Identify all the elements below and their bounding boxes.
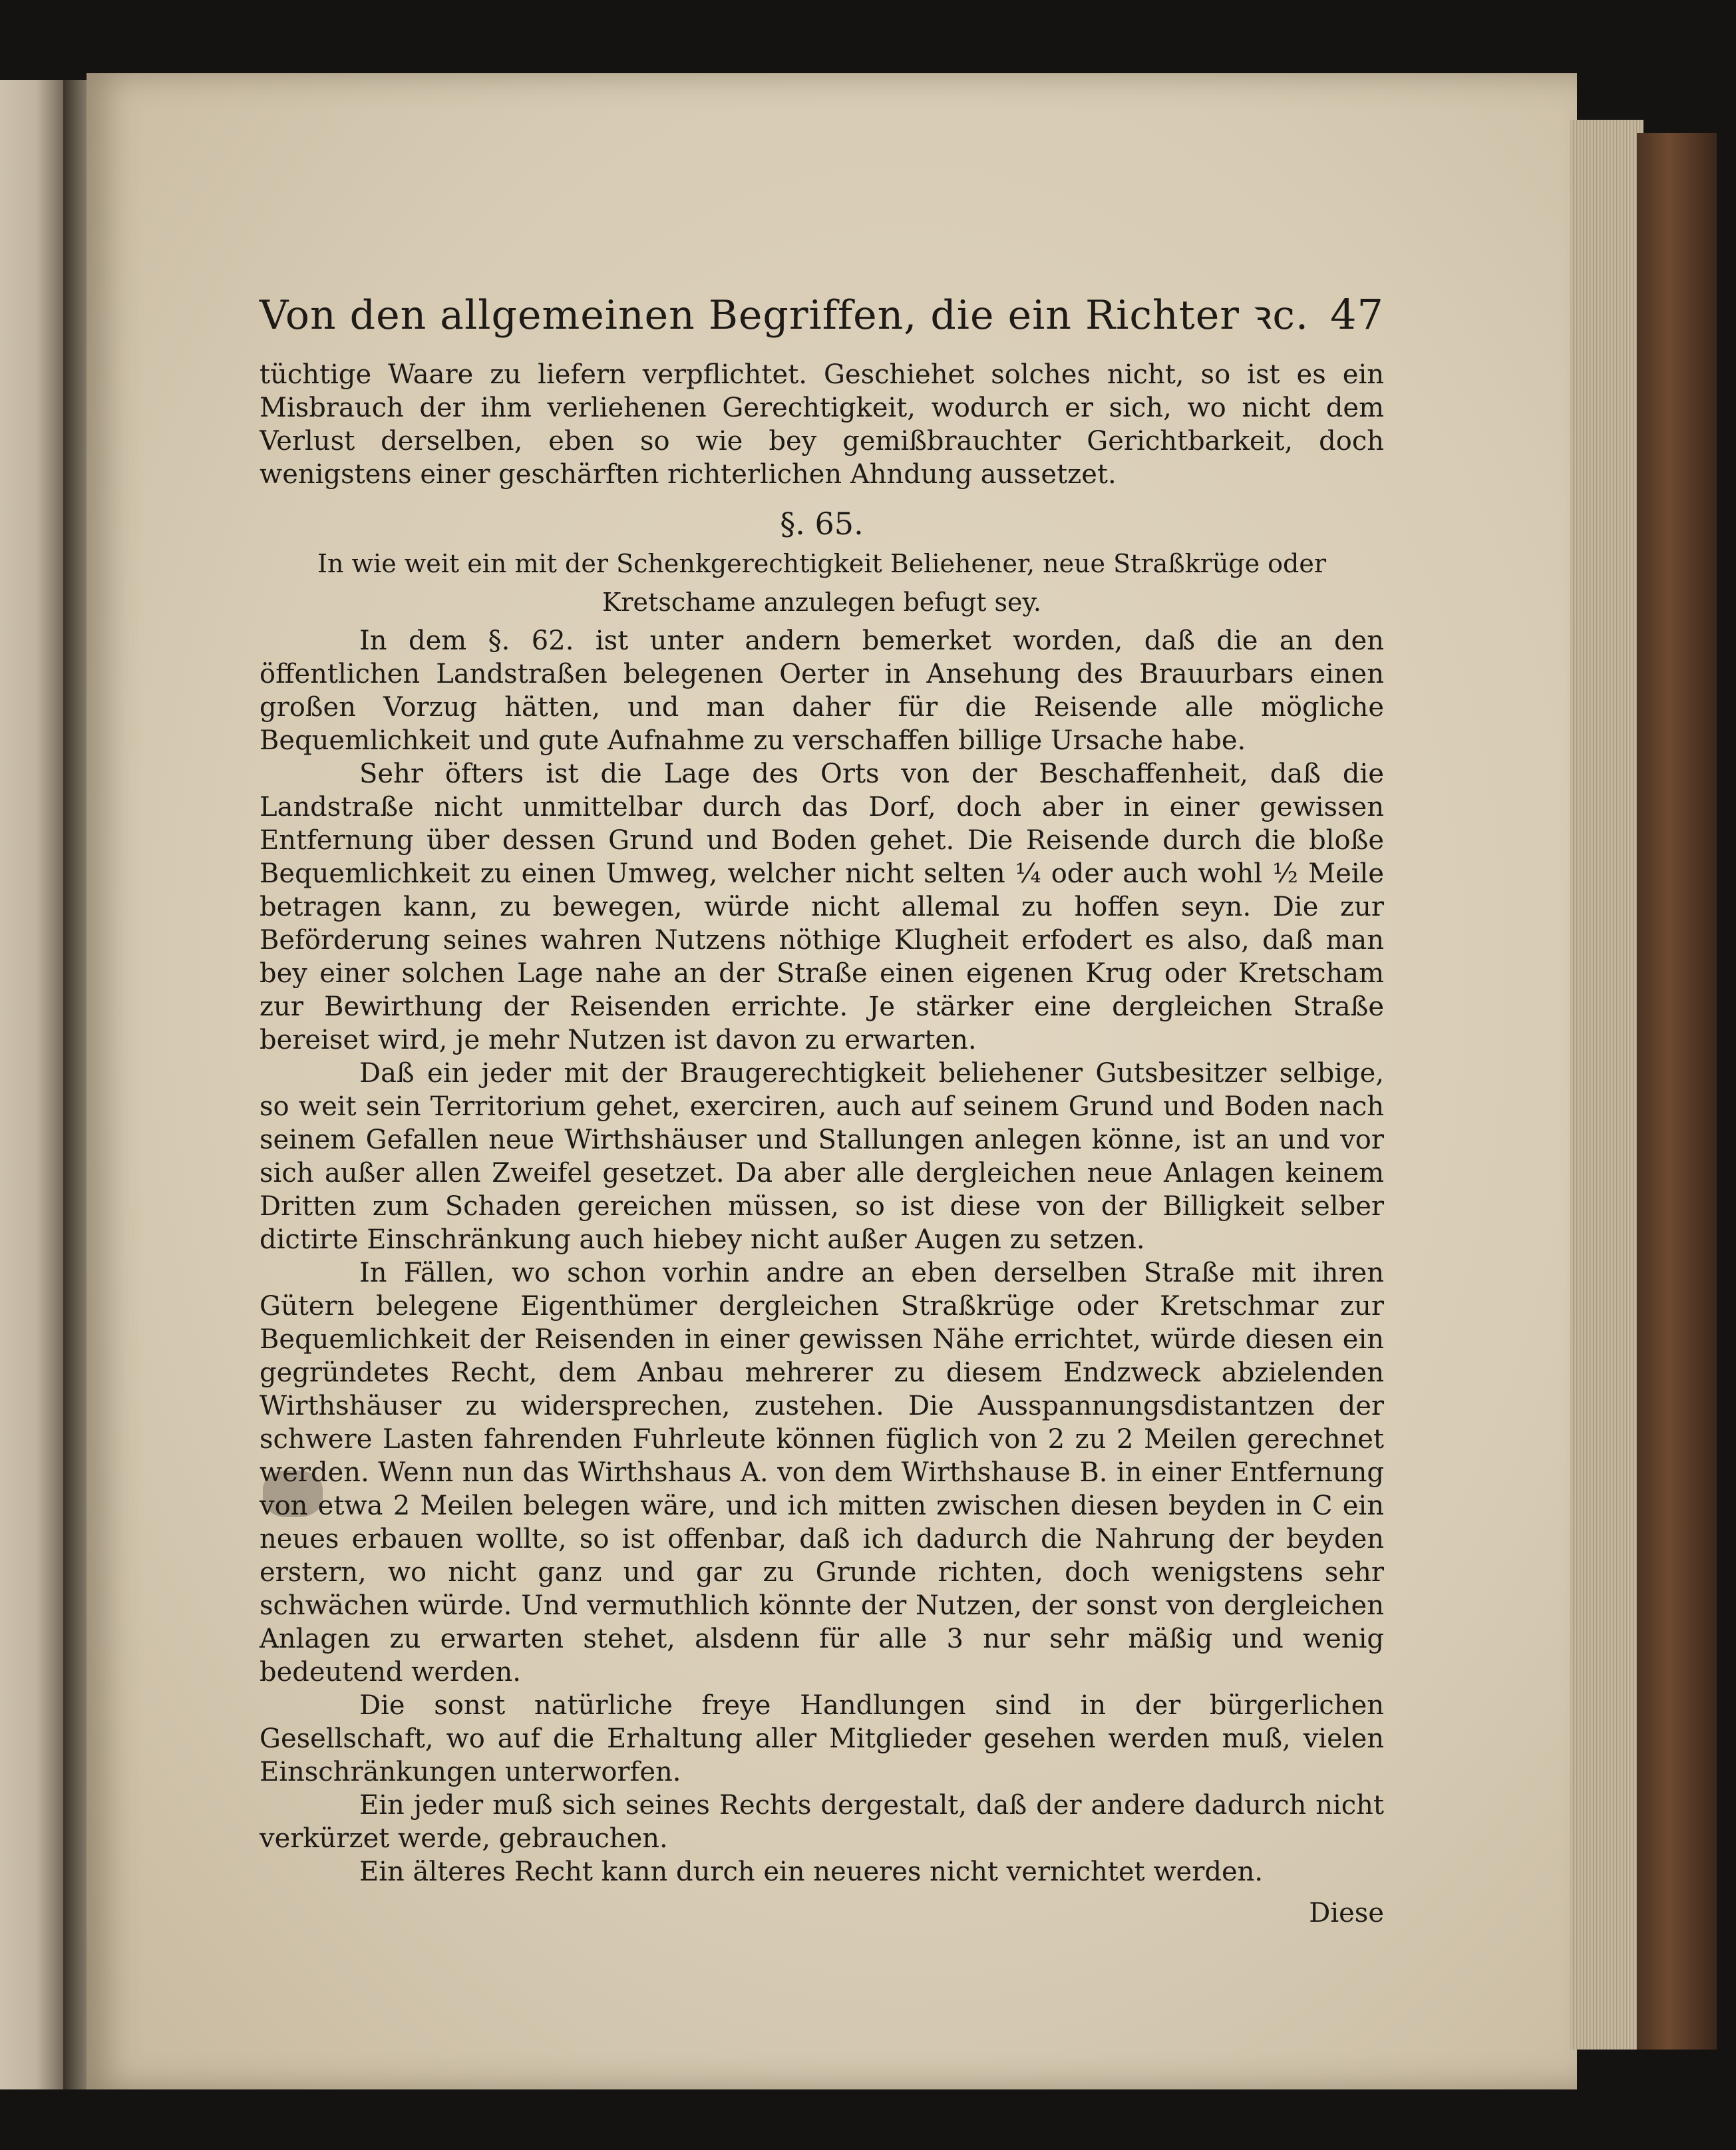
- running-header: [260, 286, 1384, 341]
- paragraph: Ein älteres Recht kann durch ein neueres nicht vernichtet werden.: [359, 1857, 1264, 1887]
- paragraph: Daß ein jeder mit der Braugerechtigkeit beliehener Gutsbesitzer selbige, so weit sein Territorium gehet, exerciren, auch auf seinem Grund und Boden nach seinem Gefallen neue Wirthshäuser und Stallungen anlegen könne, ist an und vor sich außer allen Zweifel gesetzet. Da aber alle dergleichen neue Anlagen keinem Dritten zum Schaden gereichen müssen, so ist diese von der Billigkeit selber dictirte Einschränkung auch hiebey nicht außer Augen zu setzen.: [260, 1058, 1384, 1255]
- paragraph: Sehr öfters ist die Lage des Orts von der Beschaffenheit, daß die Landstraße nicht unmittelbar durch das Dorf, doch aber in einer gewissen Entfernung über dessen Grund und Boden gehet. Die Reisende durch die bloße Bequemlichkeit zu einen Umweg, welcher nicht selten ¼ oder auch wohl ½ Meile betragen kann, zu bewegen, würde nicht allemal zu hoffen seyn. Die zur Beförderung seines wahren Nutzens nöthige Klugheit erfodert es also, daß man bey einer solchen Lage nahe an der Straße einen eigenen Krug oder Kretscham zur Bewirthung der Reisenden errichte. Je stärker eine dergleichen Straße bereiset wird, je mehr Nutzen ist davon zu erwarten.: [260, 759, 1384, 1055]
- paragraph: In dem §. 62. ist unter andern bemerket worden, daß die an den öffentlichen Landstraßen belegenen Oerter in Ansehung des Brauurbars einen großen Vorzug hätten, und man daher für die Reisende alle mögliche Bequemlichkeit und gute Aufnahme zu verschaffen billige Ursache habe.: [260, 626, 1384, 756]
- paragraph: Die sonst natürliche freye Handlungen sind in der bürgerlichen Gesellschaft, wo auf die Erhaltung aller Mitglieder gesehen werden muß, vielen Einschränkungen unterworfen.: [260, 1690, 1384, 1787]
- paragraph: In Fällen, wo schon vorhin andre an eben derselben Straße mit ihren Gütern belegene Eigenthümer dergleichen Straßkrüge oder Kretschmar zur Bequemlichkeit der Reisenden in einer gewissen Nähe errichtet, würde diesen ein gegründetes Recht, dem Anbau mehrerer zu diesem Endzweck abzielenden Wirthshäuser zu widersprechen, zustehen. Die Ausspannungsdistantzen der schwere Lasten fahrenden Fuhrleute können füglich von 2 zu 2 Meilen gerechnet werden. Wenn nun das Wirthshaus A. von dem Wirthshause B. in einer Entfernung von etwa 2 Meilen belegen wäre, und ich mitten zwischen diesen beyden in C ein neues erbauen wollte, so ist offenbar, daß ich dadurch die Nahrung der beyden erstern, wo nicht ganz und gar zu Grunde richten, doch wenigstens sehr schwächen würde. Und vermuthlich könnte der Nutzen, der sonst von dergleichen Anlagen zu erwarten stehet, alsdenn für alle 3 nur sehr mäßig und wenig bedeutend werden.: [260, 1258, 1384, 1688]
- left-page-edge: [0, 80, 67, 2089]
- catchword: Diese: [1309, 1898, 1384, 1928]
- book-cover-edge: [1637, 133, 1717, 2050]
- section-caption-line-2: Kretschame anzulegen befugt sey.: [602, 588, 1041, 617]
- page-number: 47: [1330, 290, 1384, 339]
- ink-smudge: [263, 1471, 323, 1517]
- paragraph: Ein jeder muß sich seines Rechts dergestalt, daß der andere dadurch nicht verkürzet werde, gebrauchen.: [260, 1790, 1384, 1854]
- page-fore-edge: [1570, 120, 1644, 2050]
- page-text-block: [260, 286, 1384, 1930]
- section-caption-line-1: In wie weit ein mit der Schenkgerechtigkeit Beliehener, neue Straßkrüge oder: [317, 549, 1327, 578]
- book-gutter: [63, 80, 90, 2089]
- section-number: §. 65.: [780, 506, 864, 542]
- running-title: Von den allgemeinen Begriffen, die ein Richter ꝛc.: [260, 292, 1309, 339]
- paragraph-continued: tüchtige Waare zu liefern verpflichtet. Geschiehet solches nicht, so ist es ein Misbrauch der ihm verliehenen Gerechtigkeit, wodurch er sich, wo nicht dem Verlust derselben, eben so wie bey gemißbrauchter Gerichtbarkeit, doch wenigstens einer geschärften richterlichen Ahndung aussetzet.: [260, 359, 1384, 490]
